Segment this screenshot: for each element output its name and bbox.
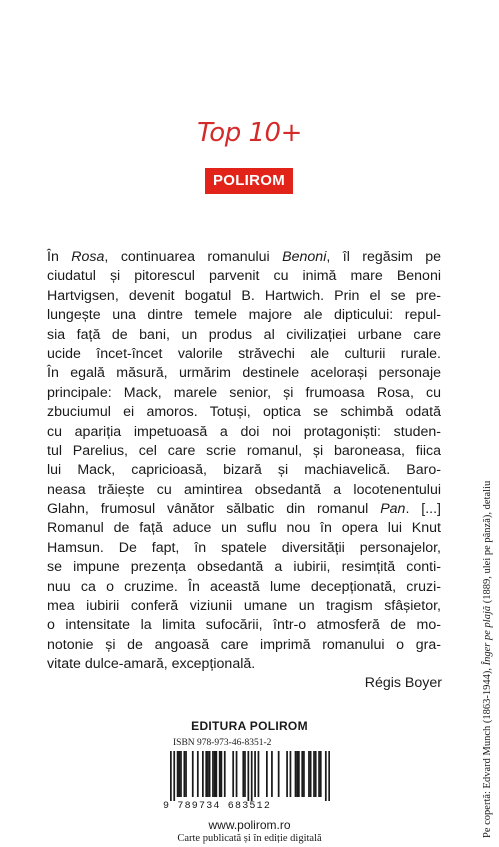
barcode-bar xyxy=(286,751,288,797)
barcode-bar xyxy=(178,751,180,797)
series-logo: Top 10+ xyxy=(197,118,302,148)
barcode-bar xyxy=(242,751,244,797)
barcode-bar xyxy=(197,751,199,797)
barcode-bar xyxy=(205,751,207,797)
barcode-bar xyxy=(315,751,317,797)
blurb-text: mea iubirii conferă viziunii umane un tragism sfâșietor, xyxy=(47,598,441,615)
blurb-text: lungește una dintre temele majore ale dipticului: repul- xyxy=(47,307,441,324)
barcode-bar xyxy=(207,751,209,797)
blurb-line xyxy=(47,345,441,364)
cover-credit-prefix: Pe copertă: Edvard Munch (1863-1944), xyxy=(482,665,493,838)
blurb-text: Romanul de față aduce un suflu nou în opera lui Knut xyxy=(47,520,441,537)
barcode-bar xyxy=(313,751,315,797)
blurb-line xyxy=(47,364,441,383)
barcode-bar xyxy=(236,751,238,797)
cover-credit-suffix: (1889, ulei pe pânză), detaliu xyxy=(482,480,493,606)
barcode-bar xyxy=(298,751,300,797)
barcode-bar xyxy=(251,751,253,801)
blurb-text: În egală măsură, urmărim destinele acelorași personaje xyxy=(47,365,441,382)
barcode-bar xyxy=(254,751,256,797)
barcode-bar xyxy=(325,751,327,801)
barcode-bar xyxy=(290,751,292,797)
barcode-bar xyxy=(173,751,175,801)
barcode-bar xyxy=(310,751,312,797)
barcode-bar xyxy=(308,751,310,797)
blurb-text: , îl regăsim pe xyxy=(326,249,441,265)
blurb-text: o intensitate la limita sufocării, într-o atmosferă de mo- xyxy=(47,617,441,634)
blurb-line xyxy=(47,597,441,616)
blurb-line xyxy=(47,636,441,655)
barcode-bar xyxy=(183,751,185,797)
blurb-line xyxy=(47,442,441,461)
barcode-bar xyxy=(244,751,246,797)
blurb-text: . [...] xyxy=(405,501,442,518)
publisher-badge: POLIROM xyxy=(205,168,293,194)
blurb-line xyxy=(47,578,441,597)
blurb-line xyxy=(47,461,441,480)
barcode-bar xyxy=(192,751,194,797)
blurb-text: notonie și de angoasă care imprimă romanului o gra- xyxy=(47,636,441,653)
barcode-bar xyxy=(296,751,298,797)
barcode-bar xyxy=(221,751,223,797)
barcode-bar xyxy=(170,751,172,801)
blurb-text: zbuciumul ei amoros. Totuși, optica se schimbă odată xyxy=(47,404,441,421)
barcode-bar xyxy=(185,751,187,797)
barcode-bar xyxy=(202,751,204,797)
blurb-line xyxy=(47,248,441,267)
barcode xyxy=(170,751,330,801)
blurb-text: Hamsun. De fapt, în spatele diversității personajelor, xyxy=(47,539,441,556)
barcode-bar xyxy=(232,751,234,797)
barcode-bar xyxy=(247,751,249,801)
barcode-bar xyxy=(328,751,330,801)
blurb-text: Glahn, frumosul vânător sălbatic din romanul xyxy=(47,501,381,518)
barcode-bar xyxy=(271,751,273,797)
cover-image-credit xyxy=(482,481,493,838)
blurb-text: sia față de bani, un produs al civilizației urbane care xyxy=(47,326,441,343)
blurb-line xyxy=(47,481,441,500)
blurb-line xyxy=(47,326,441,345)
blurb-line xyxy=(47,539,441,558)
blurb-line xyxy=(47,423,441,442)
publisher-website[interactable]: www.polirom.ro xyxy=(208,818,291,832)
blurb-line xyxy=(47,403,441,422)
blurb-text: ucide încet-încet valorile străvechi ale culturii rurale. xyxy=(47,345,441,362)
blurb-line xyxy=(47,558,441,577)
barcode-bar xyxy=(266,751,268,797)
blurb-line xyxy=(47,267,441,286)
blurb-text: principale: Mack, marele senior, și frumoasa Rosa, cu xyxy=(47,384,441,401)
blurb-line xyxy=(47,287,441,306)
barcode-bar xyxy=(209,751,211,797)
barcode-bar xyxy=(219,751,221,797)
blurb-line xyxy=(47,384,441,403)
barcode-bar xyxy=(295,751,297,797)
isbn: ISBN 978-973-46-8351-2 xyxy=(173,738,272,748)
barcode-bar xyxy=(320,751,322,797)
blurb-text: Hartvigsen, devenit bogatul B. Hartwich. Prin el se pre- xyxy=(47,287,441,304)
blurb-line xyxy=(47,306,441,325)
barcode-bar xyxy=(177,751,179,797)
digital-edition-note: Carte publicată și în ediție digitală xyxy=(177,833,322,844)
barcode-bar xyxy=(278,751,280,797)
blurb-title-italic: Benoni xyxy=(282,249,327,265)
back-cover-blurb xyxy=(47,248,441,675)
blurb-text: se impune prezența obsedantă a iubirii, resimțită conti- xyxy=(47,559,441,576)
blurb-text: cu apariția impetuoasă a doi noi protagoniști: studen- xyxy=(47,423,441,440)
barcode-bar xyxy=(214,751,216,797)
blurb-line xyxy=(47,616,441,635)
blurb-text: vitate dulce-amară, excepțională. xyxy=(47,656,256,673)
barcode-bar xyxy=(318,751,320,797)
blurb-line xyxy=(47,500,441,519)
blurb-text: nuu ca o cruzime. În această lume decepționată, cruzi- xyxy=(47,578,441,595)
blurb-author: Régis Boyer xyxy=(364,675,442,691)
blurb-text: lui Mack, capricioasă, bizară și machiavelică. Baro- xyxy=(47,462,441,479)
blurb-title-italic: Pan xyxy=(380,501,406,518)
barcode-bar xyxy=(258,751,260,797)
barcode-bar xyxy=(224,751,226,797)
blurb-line xyxy=(47,655,441,674)
publisher-name: EDITURA POLIROM xyxy=(191,719,308,733)
barcode-bar xyxy=(180,751,182,797)
blurb-text: În xyxy=(47,249,72,265)
blurb-text: , continuarea romanului xyxy=(104,249,283,265)
barcode-bar xyxy=(301,751,303,797)
barcode-bar xyxy=(303,751,305,797)
blurb-text: ciudatul și pitorescul parvenit cu inimă mare Benoni xyxy=(47,268,441,285)
blurb-text: neasa trăiește cu amintirea obsedantă a locotenentului xyxy=(47,481,441,498)
barcode-bar xyxy=(212,751,214,797)
barcode-digits: 9 789734 683512 xyxy=(163,801,272,812)
barcode-bar xyxy=(215,751,217,797)
blurb-text: tul Parelius, cel care scrie romanul, și baroneasa, fiica xyxy=(47,442,441,459)
cover-credit-title: Înger pe plajă xyxy=(482,605,493,666)
blurb-title-italic: Rosa xyxy=(71,249,105,265)
blurb-line xyxy=(47,519,441,538)
